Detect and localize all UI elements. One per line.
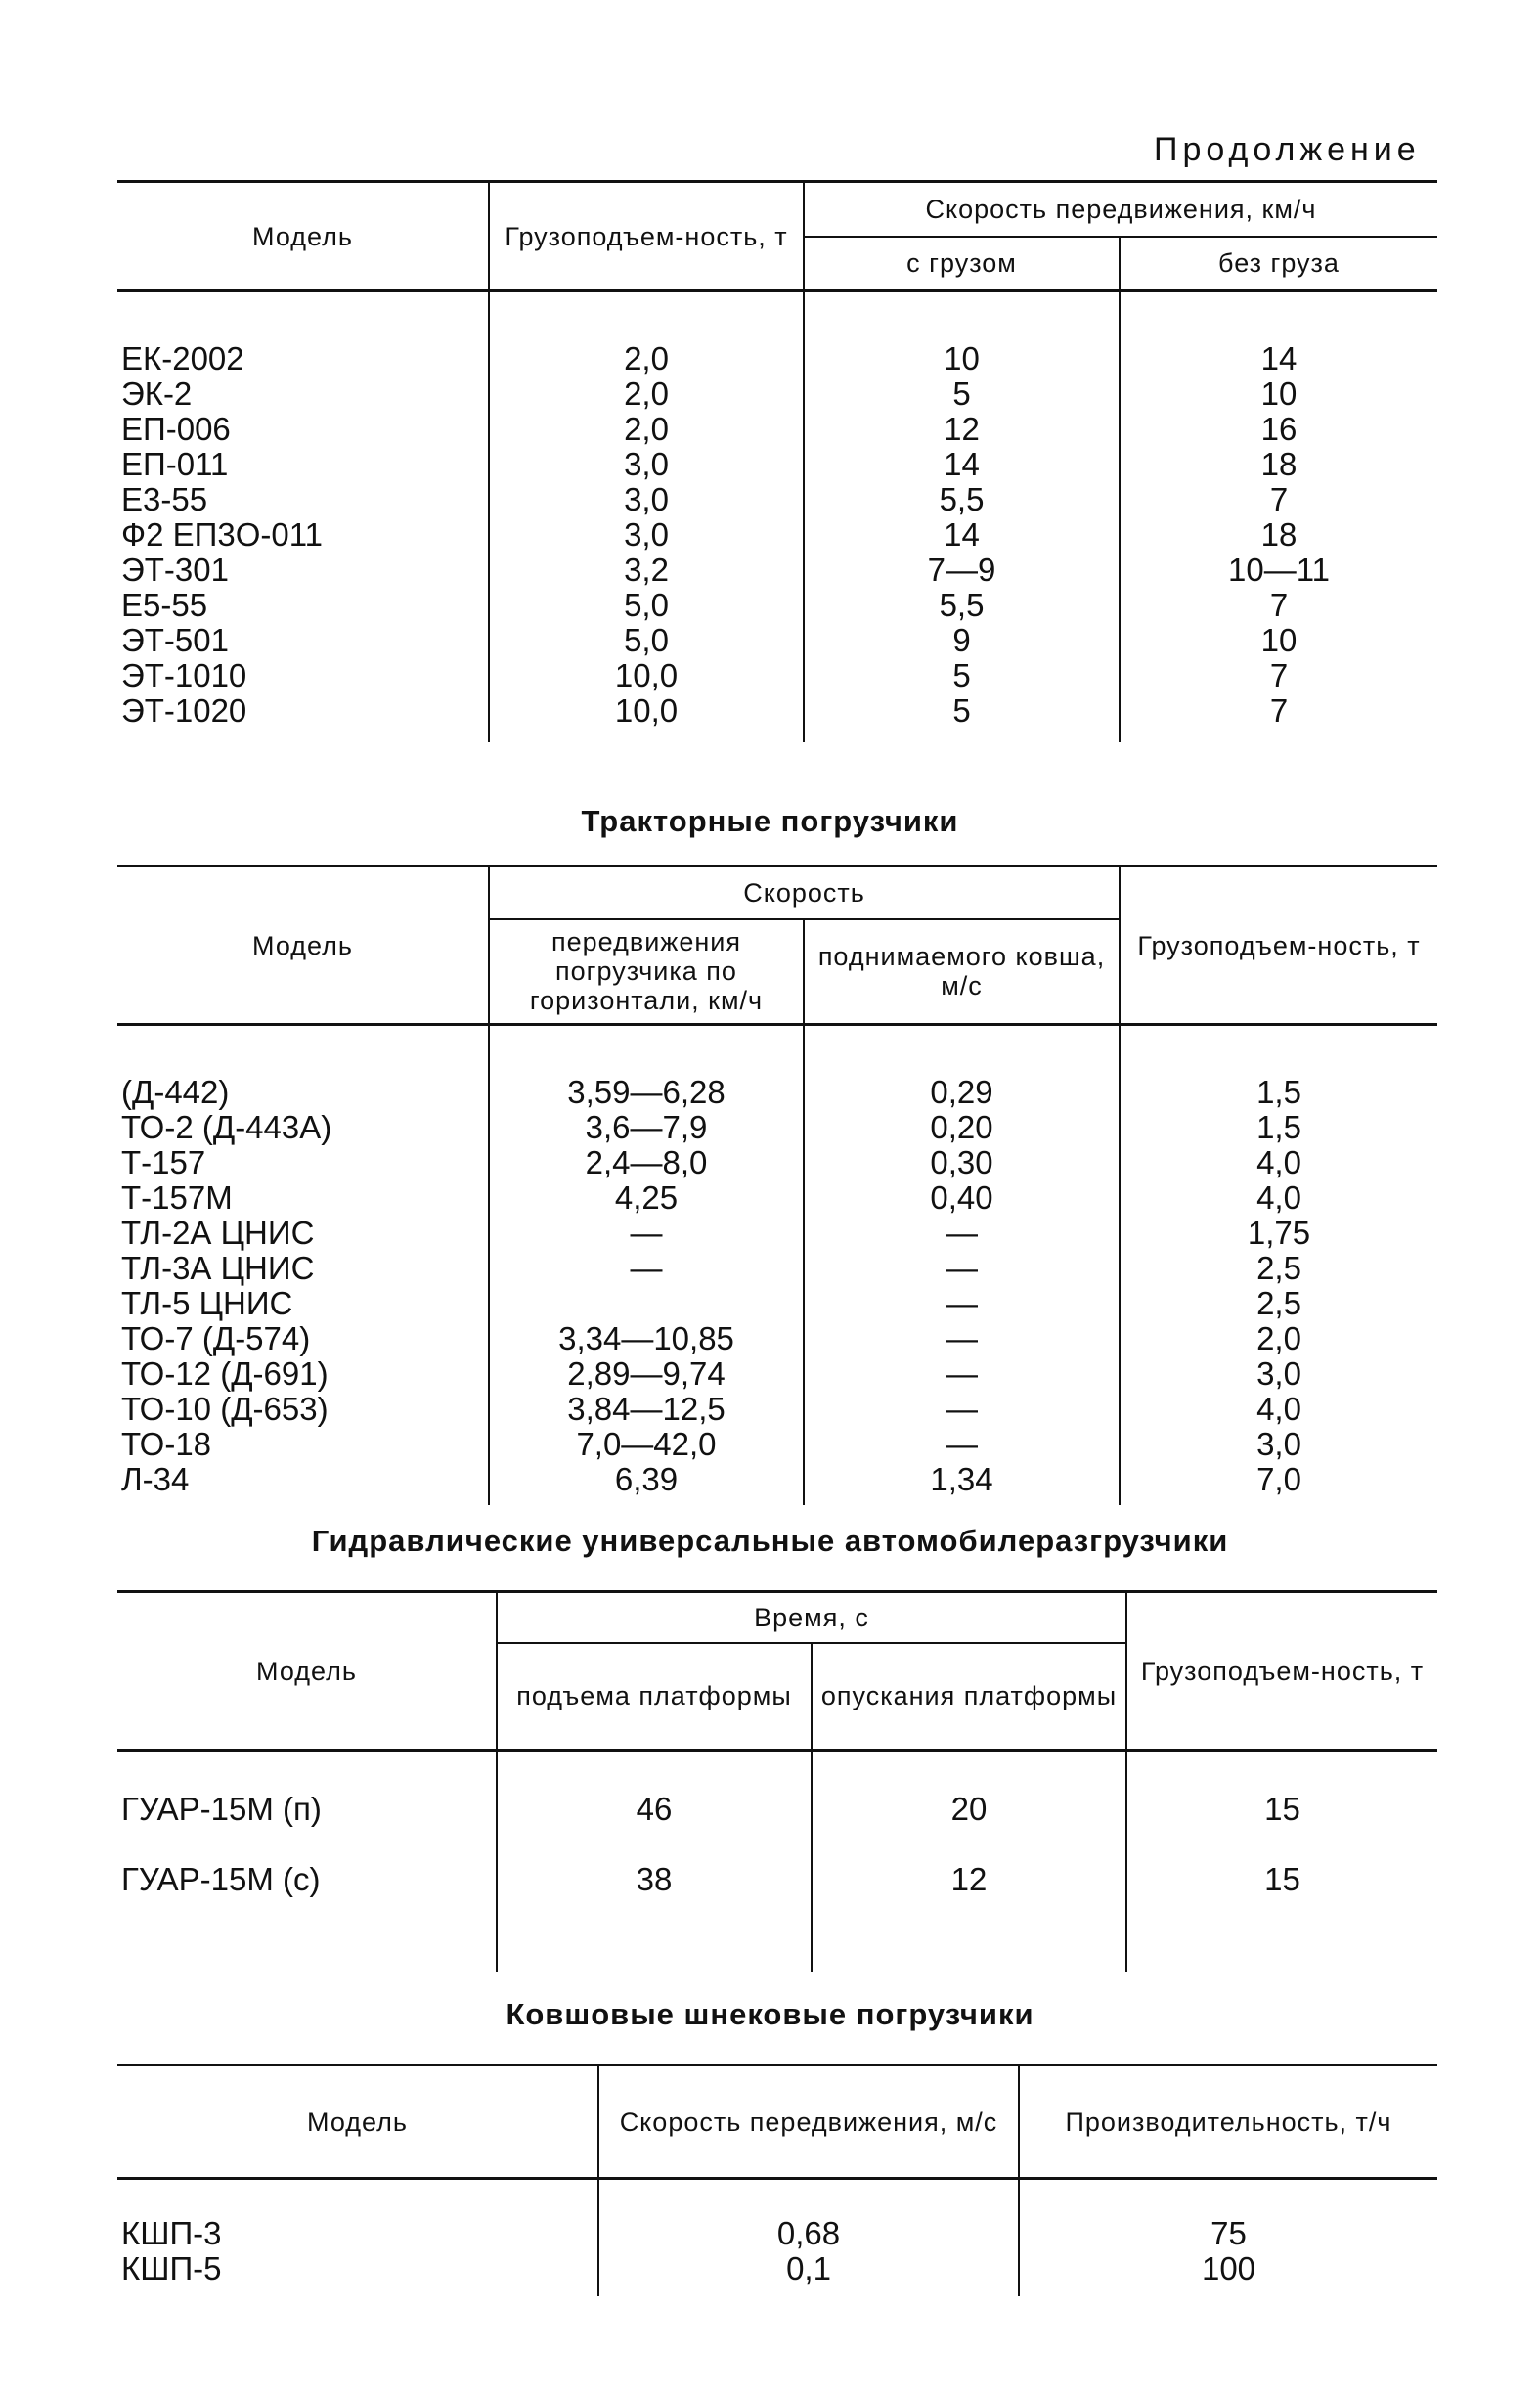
cell-horizontal: 3,84—12,5 (489, 1392, 804, 1427)
cell-capacity: 3,0 (489, 517, 804, 553)
header-bucket-speed: поднимаемого ковша, м/с (804, 919, 1120, 1025)
cell-capacity: 1,75 (1120, 1216, 1437, 1251)
cell-model: ГУАР-15М (с) (121, 1860, 321, 1897)
cell-without-load: 14 (1120, 341, 1437, 377)
cell-without-load: 16 (1120, 412, 1437, 447)
cell-horizontal: 3,59—6,28 (489, 1075, 804, 1110)
cell-model: Е5-55 (121, 587, 208, 623)
tractor-loaders-table (117, 865, 1437, 1505)
cell-model: ТО-2 (Д-443А) (121, 1109, 332, 1145)
unloaders-table (117, 1590, 1437, 1972)
cell-model: ТО-7 (Д-574) (121, 1320, 311, 1356)
header-speed-group: Скорость (489, 866, 1120, 919)
cell-capacity: 2,0 (489, 412, 804, 447)
cell-model: ЭТ-1010 (121, 657, 247, 693)
table-row (117, 693, 1437, 729)
cell-with-load: 12 (804, 412, 1120, 447)
cell-capacity: 5,0 (489, 588, 804, 623)
cell-model: ЭТ-301 (121, 552, 229, 588)
table-row (117, 1427, 1437, 1462)
table-row (117, 341, 1437, 377)
continuation-label: Продолжение (1154, 131, 1421, 168)
header-raise: подъема платформы (497, 1643, 812, 1751)
cell-raise: 46 (497, 1792, 812, 1862)
cell-capacity: 15 (1126, 1792, 1437, 1862)
cell-productivity: 100 (1019, 2251, 1437, 2287)
cell-speed: 0,68 (598, 2216, 1019, 2251)
cell-lower: 20 (812, 1792, 1126, 1862)
header-capacity: Грузоподъем-ность, т (1120, 866, 1437, 1025)
cell-capacity: 4,0 (1120, 1392, 1437, 1427)
table-row (117, 1075, 1437, 1110)
cell-model: ЕК-2002 (121, 340, 244, 377)
electric-loaders-table (117, 180, 1437, 742)
cell-with-load: 5 (804, 693, 1120, 729)
cell-without-load: 7 (1120, 482, 1437, 517)
cell-model: ГУАР-15М (п) (121, 1790, 322, 1827)
cell-capacity: 2,0 (489, 341, 804, 377)
table-row (117, 1792, 1437, 1862)
cell-capacity: 5,0 (489, 623, 804, 658)
cell-bucket: — (804, 1321, 1120, 1356)
cell-bucket: 0,20 (804, 1110, 1120, 1145)
header-lower: опускания платформы (812, 1643, 1126, 1751)
table4-caption: Ковшовые шнековые погрузчики (506, 1997, 1034, 2031)
header-horizontal-speed: передвижения погрузчика по горизонтали, км/ч (489, 919, 804, 1025)
cell-model: ЭК-2 (121, 376, 193, 412)
cell-bucket: 1,34 (804, 1462, 1120, 1497)
cell-model: Л-34 (121, 1461, 190, 1497)
table2-caption: Тракторные погрузчики (581, 804, 959, 838)
header-model: Модель (252, 221, 353, 251)
cell-model: ТЛ-2А ЦНИС (121, 1215, 315, 1251)
cell-model: Т-157М (121, 1179, 233, 1216)
table-row (117, 623, 1437, 658)
cell-model: КШП-5 (121, 2249, 222, 2287)
cell-capacity: 3,0 (1120, 1427, 1437, 1462)
table-row (117, 1216, 1437, 1251)
header-without-load: без груза (1120, 237, 1437, 291)
cell-without-load: 10—11 (1120, 553, 1437, 588)
cell-capacity: 2,5 (1120, 1286, 1437, 1321)
cell-raise: 38 (497, 1862, 812, 1932)
cell-without-load: 7 (1120, 588, 1437, 623)
cell-model: ЭТ-1020 (121, 692, 247, 729)
cell-with-load: 14 (804, 517, 1120, 553)
cell-horizontal: 4,25 (489, 1180, 804, 1216)
cell-capacity: 2,0 (1120, 1321, 1437, 1356)
cell-capacity: 1,5 (1120, 1075, 1437, 1110)
header-model: Модель (307, 2107, 408, 2137)
cell-without-load: 7 (1120, 693, 1437, 729)
cell-without-load: 7 (1120, 658, 1437, 693)
cell-model: ТО-18 (121, 1426, 212, 1462)
cell-speed: 0,1 (598, 2251, 1019, 2287)
table-row (117, 1392, 1437, 1427)
cell-without-load: 10 (1120, 623, 1437, 658)
cell-lower: 12 (812, 1862, 1126, 1932)
cell-model: Е3-55 (121, 481, 208, 517)
cell-capacity: 3,0 (489, 482, 804, 517)
table2-body (117, 1025, 1437, 1506)
table-row (117, 1180, 1437, 1216)
cell-horizontal: 3,6—7,9 (489, 1110, 804, 1145)
cell-with-load: 14 (804, 447, 1120, 482)
table-row (117, 1462, 1437, 1497)
table-row (117, 1321, 1437, 1356)
cell-with-load: 5 (804, 658, 1120, 693)
cell-without-load: 18 (1120, 517, 1437, 553)
cell-capacity: 3,0 (489, 447, 804, 482)
header-capacity: Грузоподъем-ность, т (489, 182, 804, 291)
cell-model: Ф2 ЕП3О-011 (121, 516, 323, 553)
cell-capacity: 15 (1126, 1862, 1437, 1932)
cell-with-load: 9 (804, 623, 1120, 658)
table3-caption: Гидравлические универсальные автомобилеразгрузчики (311, 1524, 1229, 1558)
cell-bucket: 0,30 (804, 1145, 1120, 1180)
cell-capacity: 1,5 (1120, 1110, 1437, 1145)
cell-bucket: — (804, 1356, 1120, 1392)
cell-with-load: 7—9 (804, 553, 1120, 588)
table-row (117, 1356, 1437, 1392)
header-speed-group: Скорость передвижения, км/ч (804, 182, 1437, 237)
cell-horizontal (489, 1286, 804, 1321)
cell-model: ТЛ-5 ЦНИС (121, 1285, 293, 1321)
cell-horizontal: 7,0—42,0 (489, 1427, 804, 1462)
cell-productivity: 75 (1019, 2216, 1437, 2251)
cell-capacity: 4,0 (1120, 1180, 1437, 1216)
cell-horizontal: — (489, 1216, 804, 1251)
cell-model: ЭТ-501 (121, 622, 229, 658)
cell-capacity: 7,0 (1120, 1462, 1437, 1497)
cell-model: ТЛ-3А ЦНИС (121, 1250, 315, 1286)
cell-horizontal: — (489, 1251, 804, 1286)
cell-model: КШП-3 (121, 2214, 222, 2251)
cell-bucket: 0,29 (804, 1075, 1120, 1110)
cell-horizontal: 6,39 (489, 1462, 804, 1497)
table-row (117, 482, 1437, 517)
table-row (117, 1110, 1437, 1145)
cell-capacity: 3,0 (1120, 1356, 1437, 1392)
header-with-load: с грузом (804, 237, 1120, 291)
cell-without-load: 18 (1120, 447, 1437, 482)
cell-capacity: 10,0 (489, 693, 804, 729)
table-row (117, 1145, 1437, 1180)
table-row (117, 412, 1437, 447)
cell-model: ТО-10 (Д-653) (121, 1391, 329, 1427)
cell-model: ЕП-006 (121, 411, 231, 447)
cell-horizontal: 2,89—9,74 (489, 1356, 804, 1392)
screw-loaders-table (117, 2064, 1437, 2296)
cell-model: ЕП-011 (121, 446, 229, 482)
cell-horizontal: 3,34—10,85 (489, 1321, 804, 1356)
cell-with-load: 5,5 (804, 588, 1120, 623)
cell-capacity: 3,2 (489, 553, 804, 588)
cell-capacity: 2,5 (1120, 1251, 1437, 1286)
header-productivity: Производительность, т/ч (1019, 2065, 1437, 2179)
table-row (117, 377, 1437, 412)
header-speed: Скорость передвижения, м/с (598, 2065, 1019, 2179)
cell-bucket: — (804, 1216, 1120, 1251)
header-model: Модель (256, 1656, 357, 1686)
table3-body (117, 1751, 1437, 1972)
cell-with-load: 10 (804, 341, 1120, 377)
table-row (117, 517, 1437, 553)
header-capacity: Грузоподъем-ность, т (1126, 1592, 1437, 1751)
cell-with-load: 5,5 (804, 482, 1120, 517)
table-row (117, 553, 1437, 588)
cell-bucket: — (804, 1427, 1120, 1462)
cell-with-load: 5 (804, 377, 1120, 412)
cell-bucket: — (804, 1392, 1120, 1427)
cell-model: (Д-442) (121, 1074, 230, 1110)
table-row (117, 2251, 1437, 2287)
table-row (117, 1862, 1437, 1932)
cell-horizontal: 2,4—8,0 (489, 1145, 804, 1180)
cell-capacity: 4,0 (1120, 1145, 1437, 1180)
cell-without-load: 10 (1120, 377, 1437, 412)
cell-bucket: — (804, 1286, 1120, 1321)
cell-bucket: — (804, 1251, 1120, 1286)
table4-body (117, 2179, 1437, 2296)
table1-body (117, 291, 1437, 743)
table-row (117, 1286, 1437, 1321)
header-model: Модель (252, 930, 353, 960)
cell-bucket: 0,40 (804, 1180, 1120, 1216)
table-row (117, 1251, 1437, 1286)
table-row (117, 588, 1437, 623)
table-row (117, 447, 1437, 482)
cell-capacity: 10,0 (489, 658, 804, 693)
table-row (117, 658, 1437, 693)
cell-model: Т-157 (121, 1144, 206, 1180)
cell-capacity: 2,0 (489, 377, 804, 412)
table-row (117, 2216, 1437, 2251)
cell-model: ТО-12 (Д-691) (121, 1355, 329, 1392)
header-time-group: Время, с (497, 1592, 1126, 1643)
